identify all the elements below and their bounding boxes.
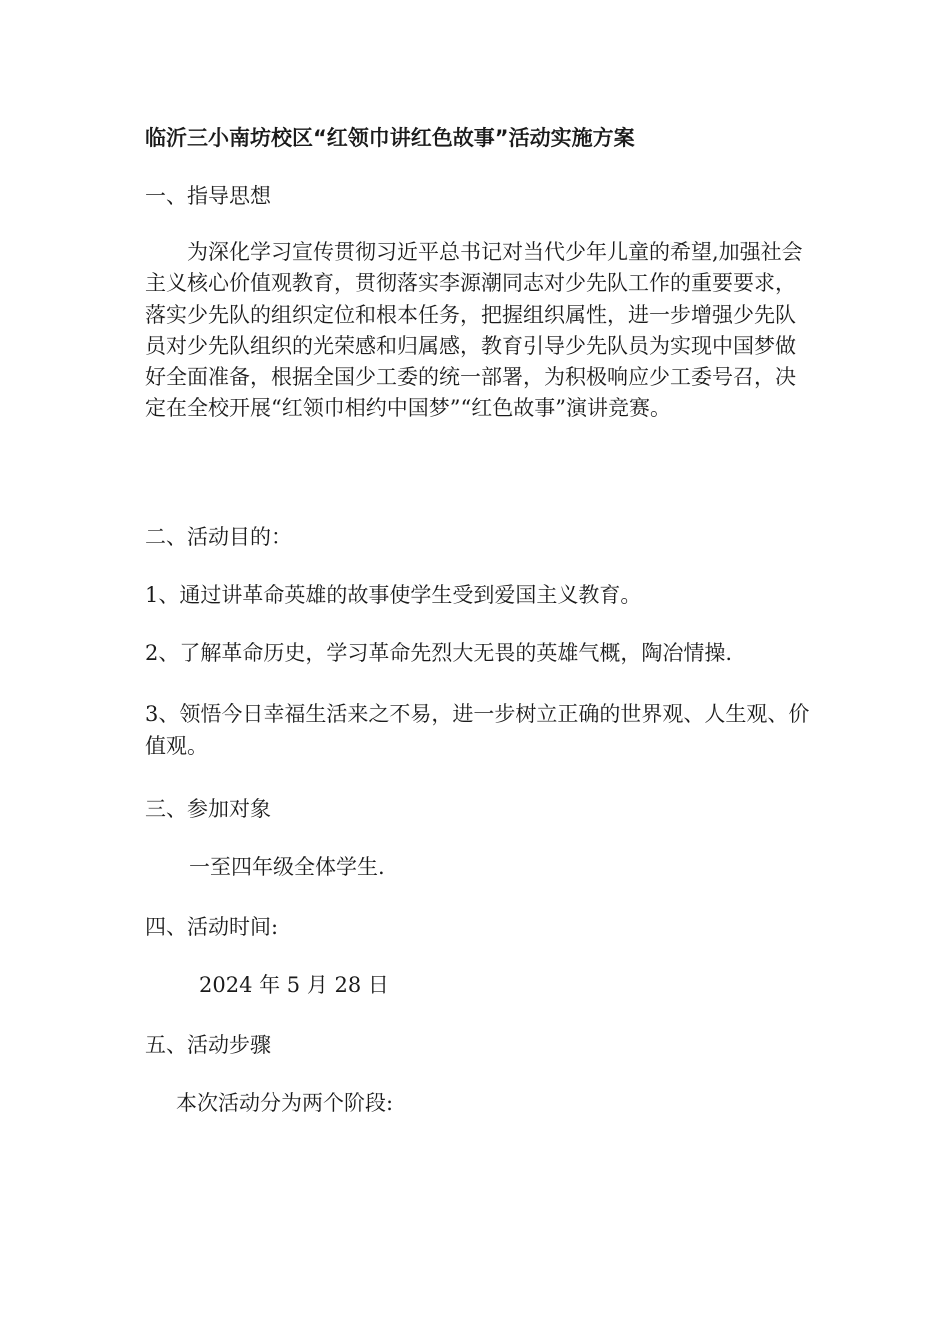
section-heading-guiding-ideology: 一、指导思想 [145,184,271,208]
purpose-item-2: 2、了解革命历史，学习革命先烈大无畏的英雄气概，陶冶情操. [145,641,733,665]
section-heading-activity-steps: 五、活动步骤 [145,1033,271,1057]
section-heading-activity-time: 四、活动时间: [145,915,279,939]
activity-date: 2024 年 5 月 28 日 [199,973,389,997]
purpose-item-1: 1、通过讲革命英雄的故事使学生受到爱国主义教育。 [145,583,642,607]
document-title: 临沂三小南坊校区“红领巾讲红色故事”活动实施方案 [145,126,635,150]
guiding-ideology-paragraph: 为深化学习宣传贯彻习近平总书记对当代少年儿童的希望,加强社会主义核心价值观教育，贯彻落实李源潮同志对少先队工作的重要要求，落实少先队的组织定位和根本任务，把握组织属性，进一步增强少先队员对少先队组织的光荣感和归属感，教育引导少先队员为实现中国梦做好全面准备，根据全国少工委的统一部署，为积极响应少工委号召，决定在全校开展“红领巾相约中国梦”“红色故事”演讲竞赛。 [145,240,803,421]
participants-text: 一至四年级全体学生. [189,855,385,879]
activity-steps-text: 本次活动分为两个阶段: [176,1091,394,1115]
section-heading-activity-purpose: 二、活动目的： [145,525,292,549]
purpose-item-3: 3、领悟今日幸福生活来之不易，进一步树立正确的世界观、人生观、价值观。 [145,702,810,758]
section-heading-participants: 三、参加对象 [145,797,271,821]
